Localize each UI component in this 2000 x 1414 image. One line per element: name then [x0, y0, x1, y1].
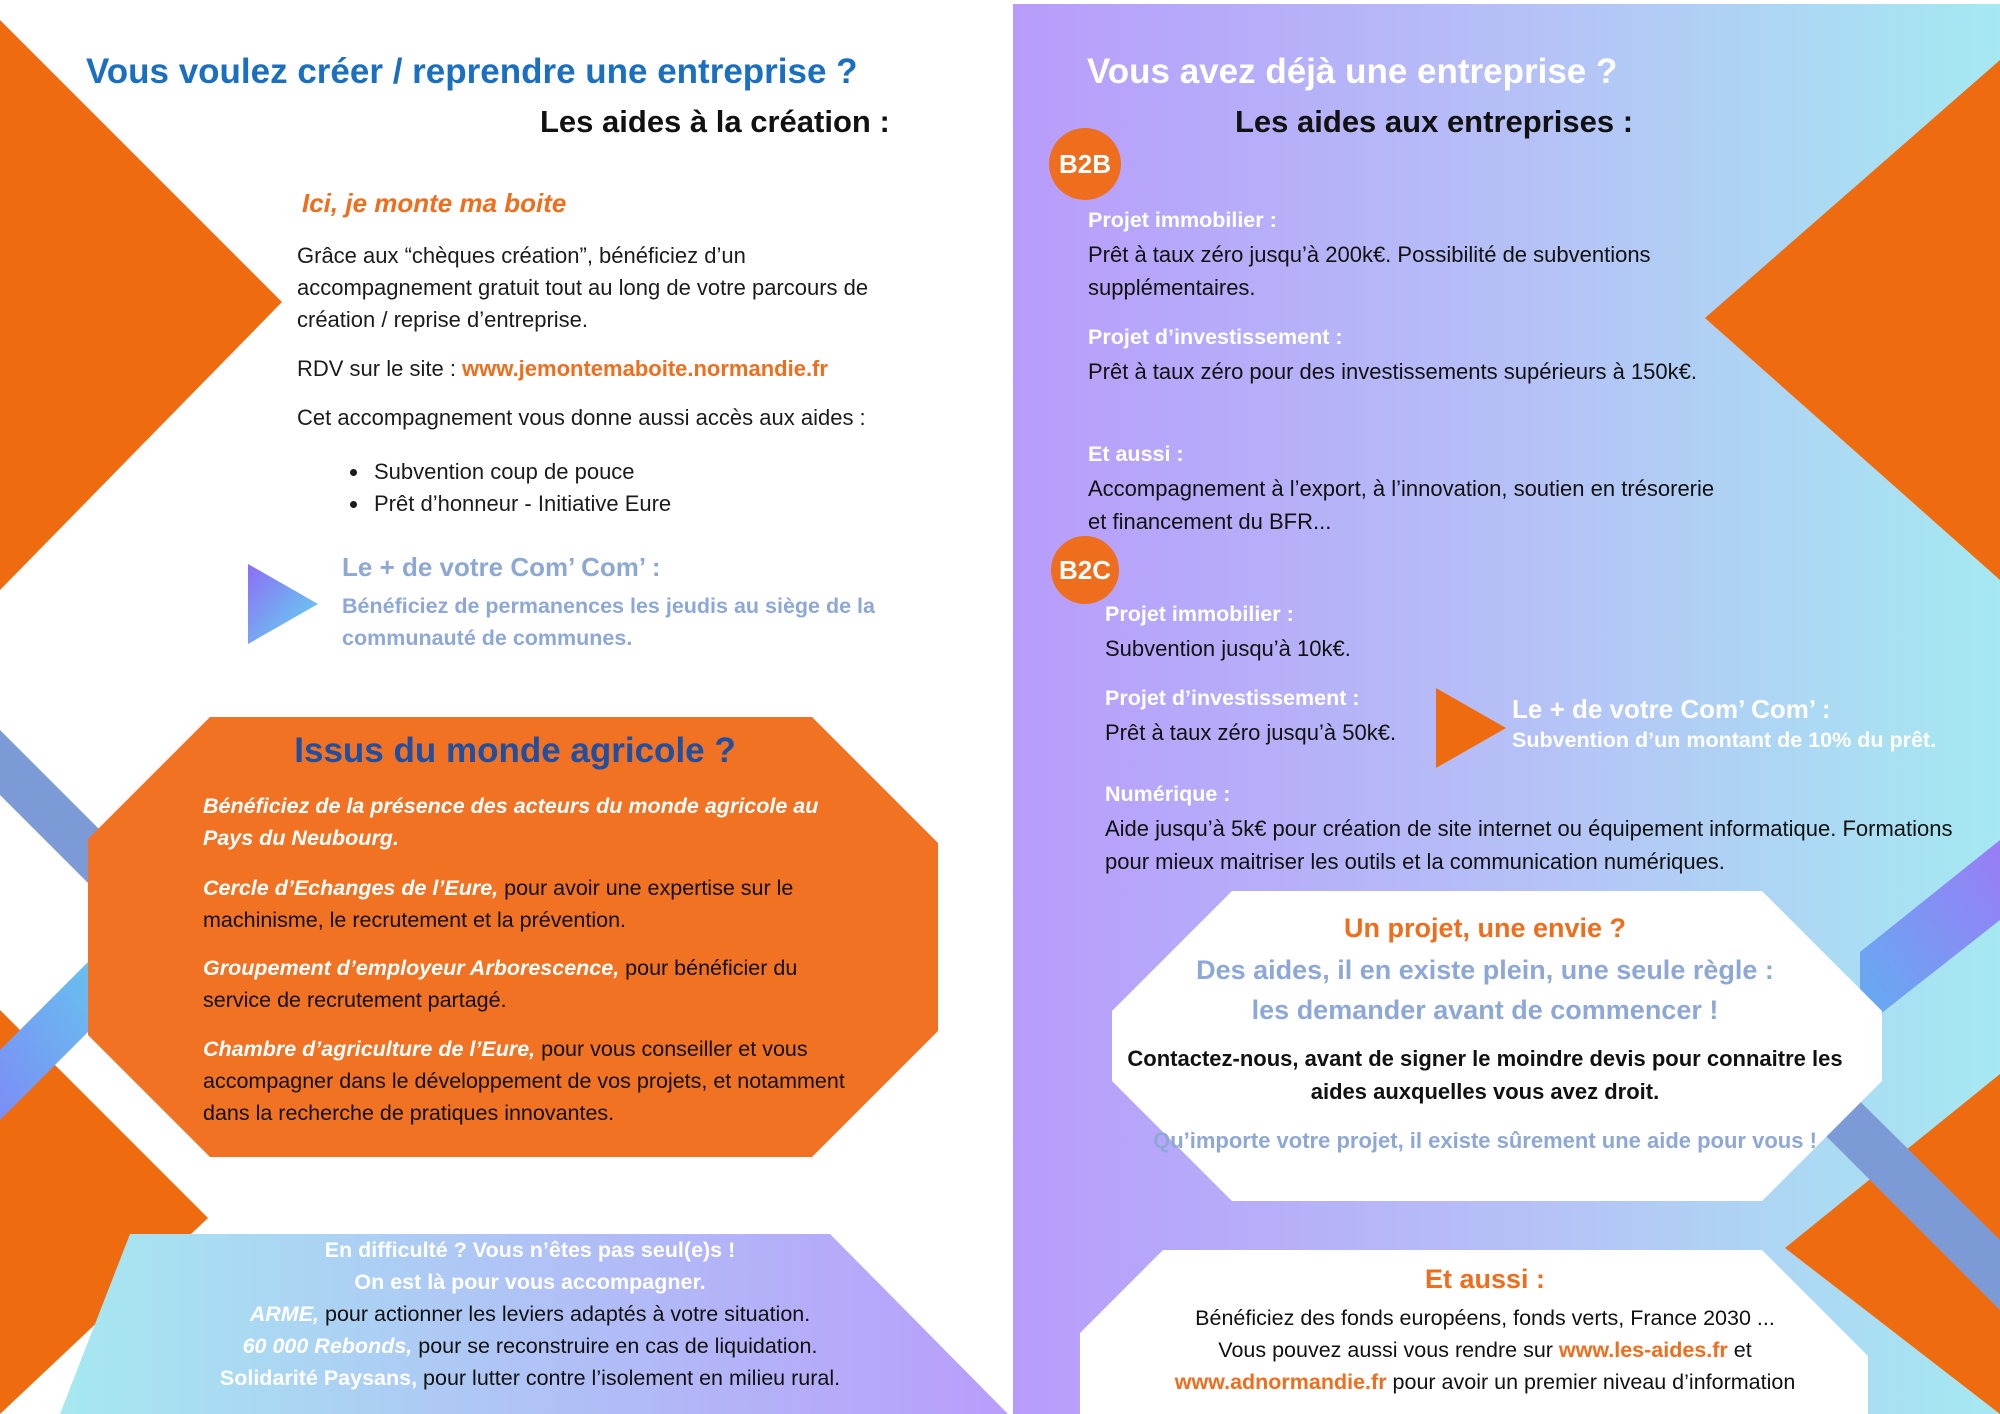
- etaussi-line2-post: et: [1727, 1338, 1752, 1362]
- agricole-intro: Bénéficiez de la présence des acteurs du monde agricole au Pays du Neubourg.: [203, 794, 819, 850]
- groupement-name: Groupement d’employeur Arborescence,: [203, 956, 620, 980]
- rdv-label: RDV sur le site :: [297, 356, 463, 381]
- left-page-subtitle: Les aides à la création :: [540, 104, 890, 139]
- projet-aides-line1: Des aides, il en existe plein, une seule règle :: [1196, 955, 1774, 985]
- solidarite-text: pour lutter contre l’isolement en milieu rural.: [417, 1366, 841, 1390]
- b2b-immobilier-text: Prêt à taux zéro jusqu’à 200k€. Possibilité de subventions supplémentaires.: [1088, 242, 1651, 300]
- difficulte-line1: En difficulté ? Vous n’êtes pas seul(e)s !: [324, 1238, 736, 1262]
- etaussi-line3: [1085, 1366, 1885, 1398]
- b2b-aussi-heading: Et aussi :: [1088, 442, 1184, 466]
- etaussi-text: [1085, 1302, 1885, 1398]
- projet-contact: Contactez-nous, avant de signer le moindre devis pour connaitre les aides auxquelles vous avez droit.: [1127, 1046, 1843, 1104]
- cercle-text: pour avoir une expertise sur le machinisme, le recrutement et la prévention.: [203, 876, 794, 932]
- rebonds-name: 60 000 Rebonds,: [242, 1334, 413, 1358]
- difficulte-solidarite: [60, 1362, 1000, 1394]
- arme-name: ARME,: [249, 1302, 320, 1326]
- b2c-badge: B2C: [1051, 536, 1119, 604]
- chambre-name: Chambre d’agriculture de l’Eure,: [203, 1037, 536, 1061]
- arme-text: pour actionner les leviers adaptés à votre situation.: [319, 1302, 811, 1326]
- list-item: • Prêt d’honneur - Initiative Eure: [370, 488, 671, 520]
- creation-heading: Ici, je monte ma boite: [302, 188, 567, 218]
- projet-title: Un projet, une envie ?: [1343, 913, 1627, 943]
- cercle-name: Cercle d’Echanges de l’Eure,: [203, 876, 499, 900]
- etaussi-line1: Bénéficiez des fonds européens, fonds verts, France 2030 ...: [1195, 1306, 1775, 1330]
- b2c-investissement-text: Prêt à taux zéro jusqu’à 50k€.: [1105, 720, 1397, 745]
- difficulte-block: [60, 1234, 1000, 1394]
- comcom-right-text: Subvention d’un montant de 10% du prêt.: [1512, 728, 1937, 752]
- b2c-immobilier-text: Subvention jusqu’à 10k€.: [1105, 636, 1351, 661]
- etaussi-line3-post: pour avoir un premier niveau d’information: [1386, 1370, 1796, 1394]
- left-page-title: Vous voulez créer / reprendre une entreprise ?: [86, 52, 858, 91]
- comcom-right-title: Le + de votre Com’ Com’ :: [1512, 694, 1831, 724]
- left-top-orange-shape: [0, 20, 282, 590]
- projet-aides-line2: les demander avant de commencer !: [1251, 995, 1719, 1025]
- rebonds-text: pour se reconstruire en cas de liquidation.: [412, 1334, 818, 1358]
- chambre-text: pour vous conseiller et vous accompagner dans le développement de vos projets, et notamment dans la recherche de pratiques innovantes.: [203, 1037, 845, 1125]
- b2b-immobilier-heading: Projet immobilier :: [1088, 208, 1277, 232]
- b2b-investissement-text: Prêt à taux zéro pour des investissements supérieurs à 150k€.: [1088, 359, 1697, 384]
- adnormandie-link[interactable]: www.adnormandie.fr: [1174, 1370, 1387, 1394]
- les-aides-link[interactable]: www.les-aides.fr: [1558, 1338, 1728, 1362]
- projet-quimporte: Qu’importe votre projet, il existe sûrement une aide pour vous !: [1153, 1128, 1817, 1153]
- comcom-left-title: Le + de votre Com’ Com’ :: [342, 552, 661, 582]
- b2c-immobilier-heading: Projet immobilier :: [1105, 602, 1294, 626]
- acces-aides-text: Cet accompagnement vous donne aussi accès aux aides :: [297, 405, 866, 430]
- groupement-text: pour bénéficier du service de recrutement partagé.: [203, 956, 798, 1012]
- jemontemaboite-link[interactable]: www.jemontemaboite.normandie.fr: [462, 356, 828, 381]
- difficulte-line2: On est là pour vous accompagner.: [354, 1270, 706, 1294]
- agricole-title: Issus du monde agricole ?: [294, 731, 736, 770]
- list-item: • Subvention coup de pouce: [370, 456, 671, 488]
- solidarite-name: Solidarité Paysans,: [219, 1366, 418, 1390]
- b2b-investissement-heading: Projet d’investissement :: [1088, 325, 1343, 349]
- projet-aides: [1115, 950, 1855, 1030]
- difficulte-rebonds: [60, 1330, 1000, 1362]
- b2c-numerique-text: Aide jusqu’à 5k€ pour création de site internet ou équipement informatique. Formations pour mieux maitriser les outils et la communication numériques.: [1105, 816, 1953, 874]
- play-triangle-icon: [248, 564, 318, 644]
- cheques-creation-text: Grâce aux “chèques création”, bénéficiez d’un accompagnement gratuit tout au long de votre parcours de création / reprise d’entreprise.: [297, 243, 869, 332]
- etaussi-line2-pre: Vous pouvez aussi vous rendre sur: [1218, 1338, 1559, 1362]
- etaussi-line2: [1085, 1334, 1885, 1366]
- right-page-title: Vous avez déjà une entreprise ?: [1087, 52, 1618, 91]
- b2b-aussi-text: Accompagnement à l’export, à l’innovation, soutien en trésorerie et financement du BFR...: [1088, 476, 1715, 534]
- difficulte-arme: [60, 1298, 1000, 1330]
- b2b-badge: B2B: [1049, 128, 1121, 200]
- b2c-investissement-heading: Projet d’investissement :: [1105, 686, 1360, 710]
- agricole-chambre: [203, 1033, 853, 1129]
- comcom-left-text: Bénéficiez de permanences les jeudis au siège de la communauté de communes.: [342, 594, 875, 650]
- b2c-numerique-heading: Numérique :: [1105, 782, 1231, 806]
- agricole-groupement: [203, 952, 853, 1016]
- agricole-cercle: [203, 872, 853, 936]
- aids-list: [340, 456, 671, 520]
- etaussi-title: Et aussi :: [1424, 1264, 1546, 1294]
- right-page-subtitle: Les aides aux entreprises :: [1235, 104, 1634, 139]
- rdv-line: [297, 353, 937, 385]
